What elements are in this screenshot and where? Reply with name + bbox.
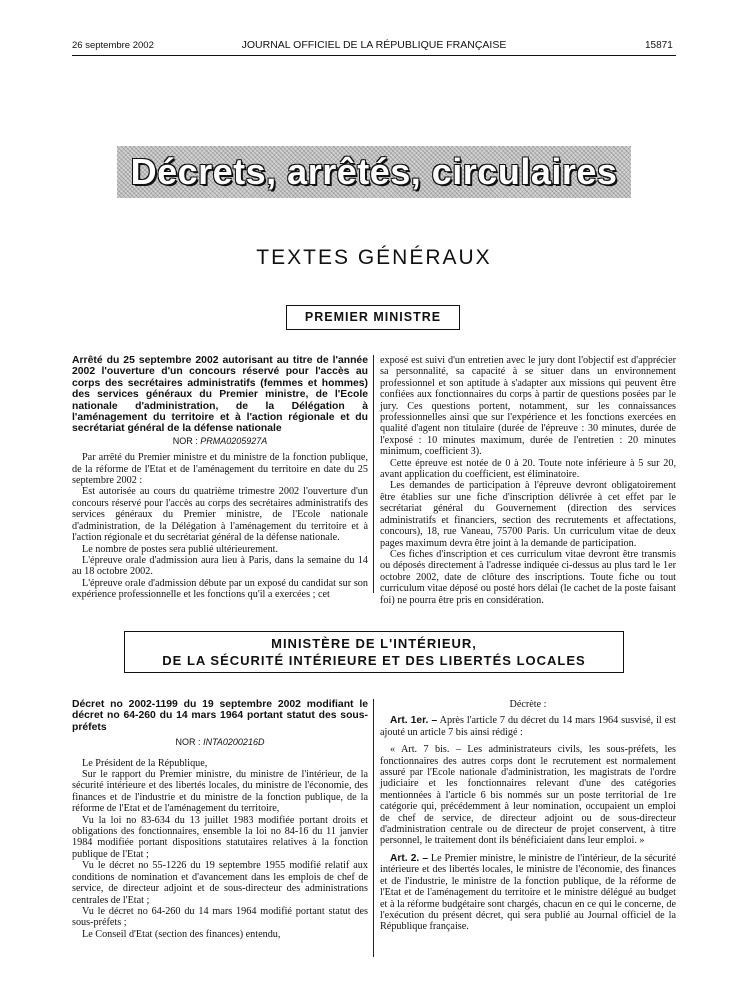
decret-paragraph: Le Président de la République, (82, 757, 208, 769)
decrete-label: Décrète : (509, 699, 547, 710)
decret-left-column (72, 699, 368, 940)
decret-title: Décret no 2002-1199 du 19 septembre 2002 modifiant le décret no 64-260 du 14 mars 1964 portant statut des sous-préfets (72, 699, 368, 733)
header-rule (72, 55, 676, 56)
arrete-paragraph: exposé est suivi d'un entretien avec le jury dont l'objectif est d'apprécier sa personnalité, sa capacité à se situer dans un environnement professionnel et son aptitude à s'adapter aux missions qui peuvent être confiées aux fonctionnaires du corps à partir de questions posées par le jury. Ces questions portent, notamment, sur les connaissances professionnelles ainsi que sur l'expérience et les fonctions exercées en qualité d'agent non titulaire (durée de l'épreuve : 30 minutes, durée de l'exposé : 10 minutes maximum, durée de l'entretien : 20 minutes minimum, coefficient 3). (380, 355, 676, 458)
section-title: TEXTES GÉNÉRAUX (256, 246, 492, 269)
article-7bis-quote: « Art. 7 bis. – Les administrateurs civils, les sous-préfets, les fonctionnaires des autres corps dont le recrutement est normalement assuré par l'Ecole nationale d'administration, les magistrats de l'ordre judiciaire et les fonctionnaires relevant d'une des catégories mentionnées à l'article 6 bis nommés sur un poste territorial de 1re catégorie qui, précédemment à leur nomination, occupaient un emploi de chef de service, de directeur adjoint ou de sous-directeur d'administration centrale ou de directeur de projet conservent, à titre personnel, le traitement dont ils bénéficiaient dans leur emploi. » (380, 744, 676, 847)
nor-code: PRMA0205927A (200, 435, 268, 446)
nor-label: NOR : (172, 435, 198, 446)
decret-paragraph: Vu la loi no 83-634 du 13 juillet 1983 modifiée portant droits et obligations des fonctionnaires, ensemble la loi no 84-16 du 11 janvier 1984 modifiée portant dispositions statutaires relatives à la fonction publique de l'Etat ; (72, 814, 368, 860)
nor-label: NOR : (175, 737, 201, 748)
article-1-label: Art. 1er. – (390, 715, 438, 727)
arrete-paragraph: Est autorisée au cours du quatrième trimestre 2002 l'ouverture d'un concours réservé pour l'accès au corps des secrétaires administratifs des services généraux du Premier ministre, de l'Ecole nationale d'administration, de la Délégation à l'aménagement du territoire et à l'action régionale et du secrétariat général de la défense nationale. (72, 486, 368, 544)
article-1 (380, 715, 676, 738)
nor-code: INTA0200216D (203, 737, 265, 748)
article-2 (380, 853, 676, 933)
arrete-paragraph: Cette épreuve est notée de 0 à 20. Toute note inférieure à 5 sur 20, avant application du coefficient, est éliminatoire. (380, 457, 676, 481)
ministry-box-premier-ministre (286, 305, 460, 330)
article-2-text: Le Premier ministre, le ministre de l'intérieur, de la sécurité intérieure et des libertés locales, le ministre de l'économie, des finances et de l'industrie, le ministre de la fonction publique, de la réforme de l'Etat et de l'aménagement du territoire et le ministre délégué au budget et à la réforme budgétaire sont chargés, chacun en ce qui le concerne, de l'exécution du présent décret, qui sera publié au Journal officiel de la République française. (380, 852, 676, 933)
header-page-number: 15871 (645, 40, 673, 51)
arrete-paragraph: Le nombre de postes sera publié ultérieurement. (82, 543, 279, 555)
arrete-paragraph: L'épreuve orale d'admission débute par un exposé du candidat sur son expérience professionnelle et les fonctions qu'il a exercées ; cet (72, 577, 368, 601)
decret-paragraph: Vu le décret no 55-1226 du 19 septembre 1955 modifié relatif aux conditions de nomination et d'avancement dans les emplois de chef de service, de directeur adjoint et de sous-directeur des administrations centrales de l'Etat ; (72, 860, 368, 906)
arrete-right-column (380, 355, 676, 606)
column-divider (373, 699, 374, 957)
article-1-text: Après l'article 7 du décret du 14 mars 1964 susvisé, il est ajouté un article 7 bis ainsi rédigé : (380, 715, 676, 738)
header-date: 26 septembre 2002 (72, 40, 154, 51)
decret-paragraph: Sur le rapport du Premier ministre, du ministre de l'intérieur, de la sécurité intérieure et des libertés locales, du ministre de l'économie, des finances et de l'industrie et du ministre de la fonction publique, de la réforme de l'Etat et de l'aménagement du territoire, (72, 769, 368, 815)
arrete-paragraph: Ces fiches d'inscription et ces curriculum vitae devront être transmis ou déposés directement à l'adresse indiquée ci-dessus au plus tard le 1er octobre 2002, date de clôture des inscriptions. Toute fiche ou tout curriculum vitae déposé ou posté hors délai (le cachet de la poste faisant foi) ne pourra être pris en considération. (380, 548, 676, 606)
arrete-paragraph: Par arrêté du Premier ministre et du ministre de la fonction publique, de la réforme de l'Etat et de l'aménagement du territoire en date du 25 septembre 2002 : (72, 452, 368, 487)
decret-paragraph: Le Conseil d'Etat (section des finances) entendu, (82, 928, 281, 940)
ministry-box-interieur (124, 631, 624, 673)
banner-title: Décrets, arrêtés, circulaires (130, 151, 618, 192)
header-journal-title: JOURNAL OFFICIEL DE LA RÉPUBLIQUE FRANÇAISE (241, 39, 507, 51)
section-banner (117, 146, 631, 198)
ministry-title: PREMIER MINISTRE (304, 310, 442, 324)
column-divider (373, 355, 374, 593)
arrete-paragraph: L'épreuve orale d'admission aura lieu à Paris, dans la semaine du 14 au 18 octobre 2002. (72, 554, 368, 578)
decret-right-column (380, 699, 676, 933)
decret-paragraph: Vu le décret no 64-260 du 14 mars 1964 modifié portant statut des sous-préfets ; (72, 905, 368, 929)
ministry-title-line: MINISTÈRE DE L'INTÉRIEUR, (271, 636, 477, 651)
ministry-title-line: DE LA SÉCURITÉ INTÉRIEURE ET DES LIBERTÉS LOCALES (162, 653, 586, 668)
arrete-nor (72, 436, 368, 447)
decret-nor (72, 737, 368, 748)
arrete-title: Arrêté du 25 septembre 2002 autorisant au titre de l'année 2002 l'ouverture d'un concours réservé pour l'accès au corps des secrétaires administratifs (femmes et hommes) des services généraux du Premier ministre, de l'Ecole nationale d'administration, de la Délégation à l'aménagement du territoire et à l'action régionale et du secrétariat général de la défense nationale (72, 355, 368, 435)
arrete-left-column (72, 355, 368, 601)
arrete-paragraph: Les demandes de participation à l'épreuve devront obligatoirement être établies sur une fiche d'inscription délivrée à cet effet par le secrétariat général du Gouvernement (direction des services administratifs et financiers, section des recrutements et affectations, concours), 18, rue Vaneau, 75700 Paris. Un curriculum vitae de deux pages maximum devra être joint à la demande de participation. (380, 480, 676, 549)
article-2-label: Art. 2. – (390, 852, 429, 864)
